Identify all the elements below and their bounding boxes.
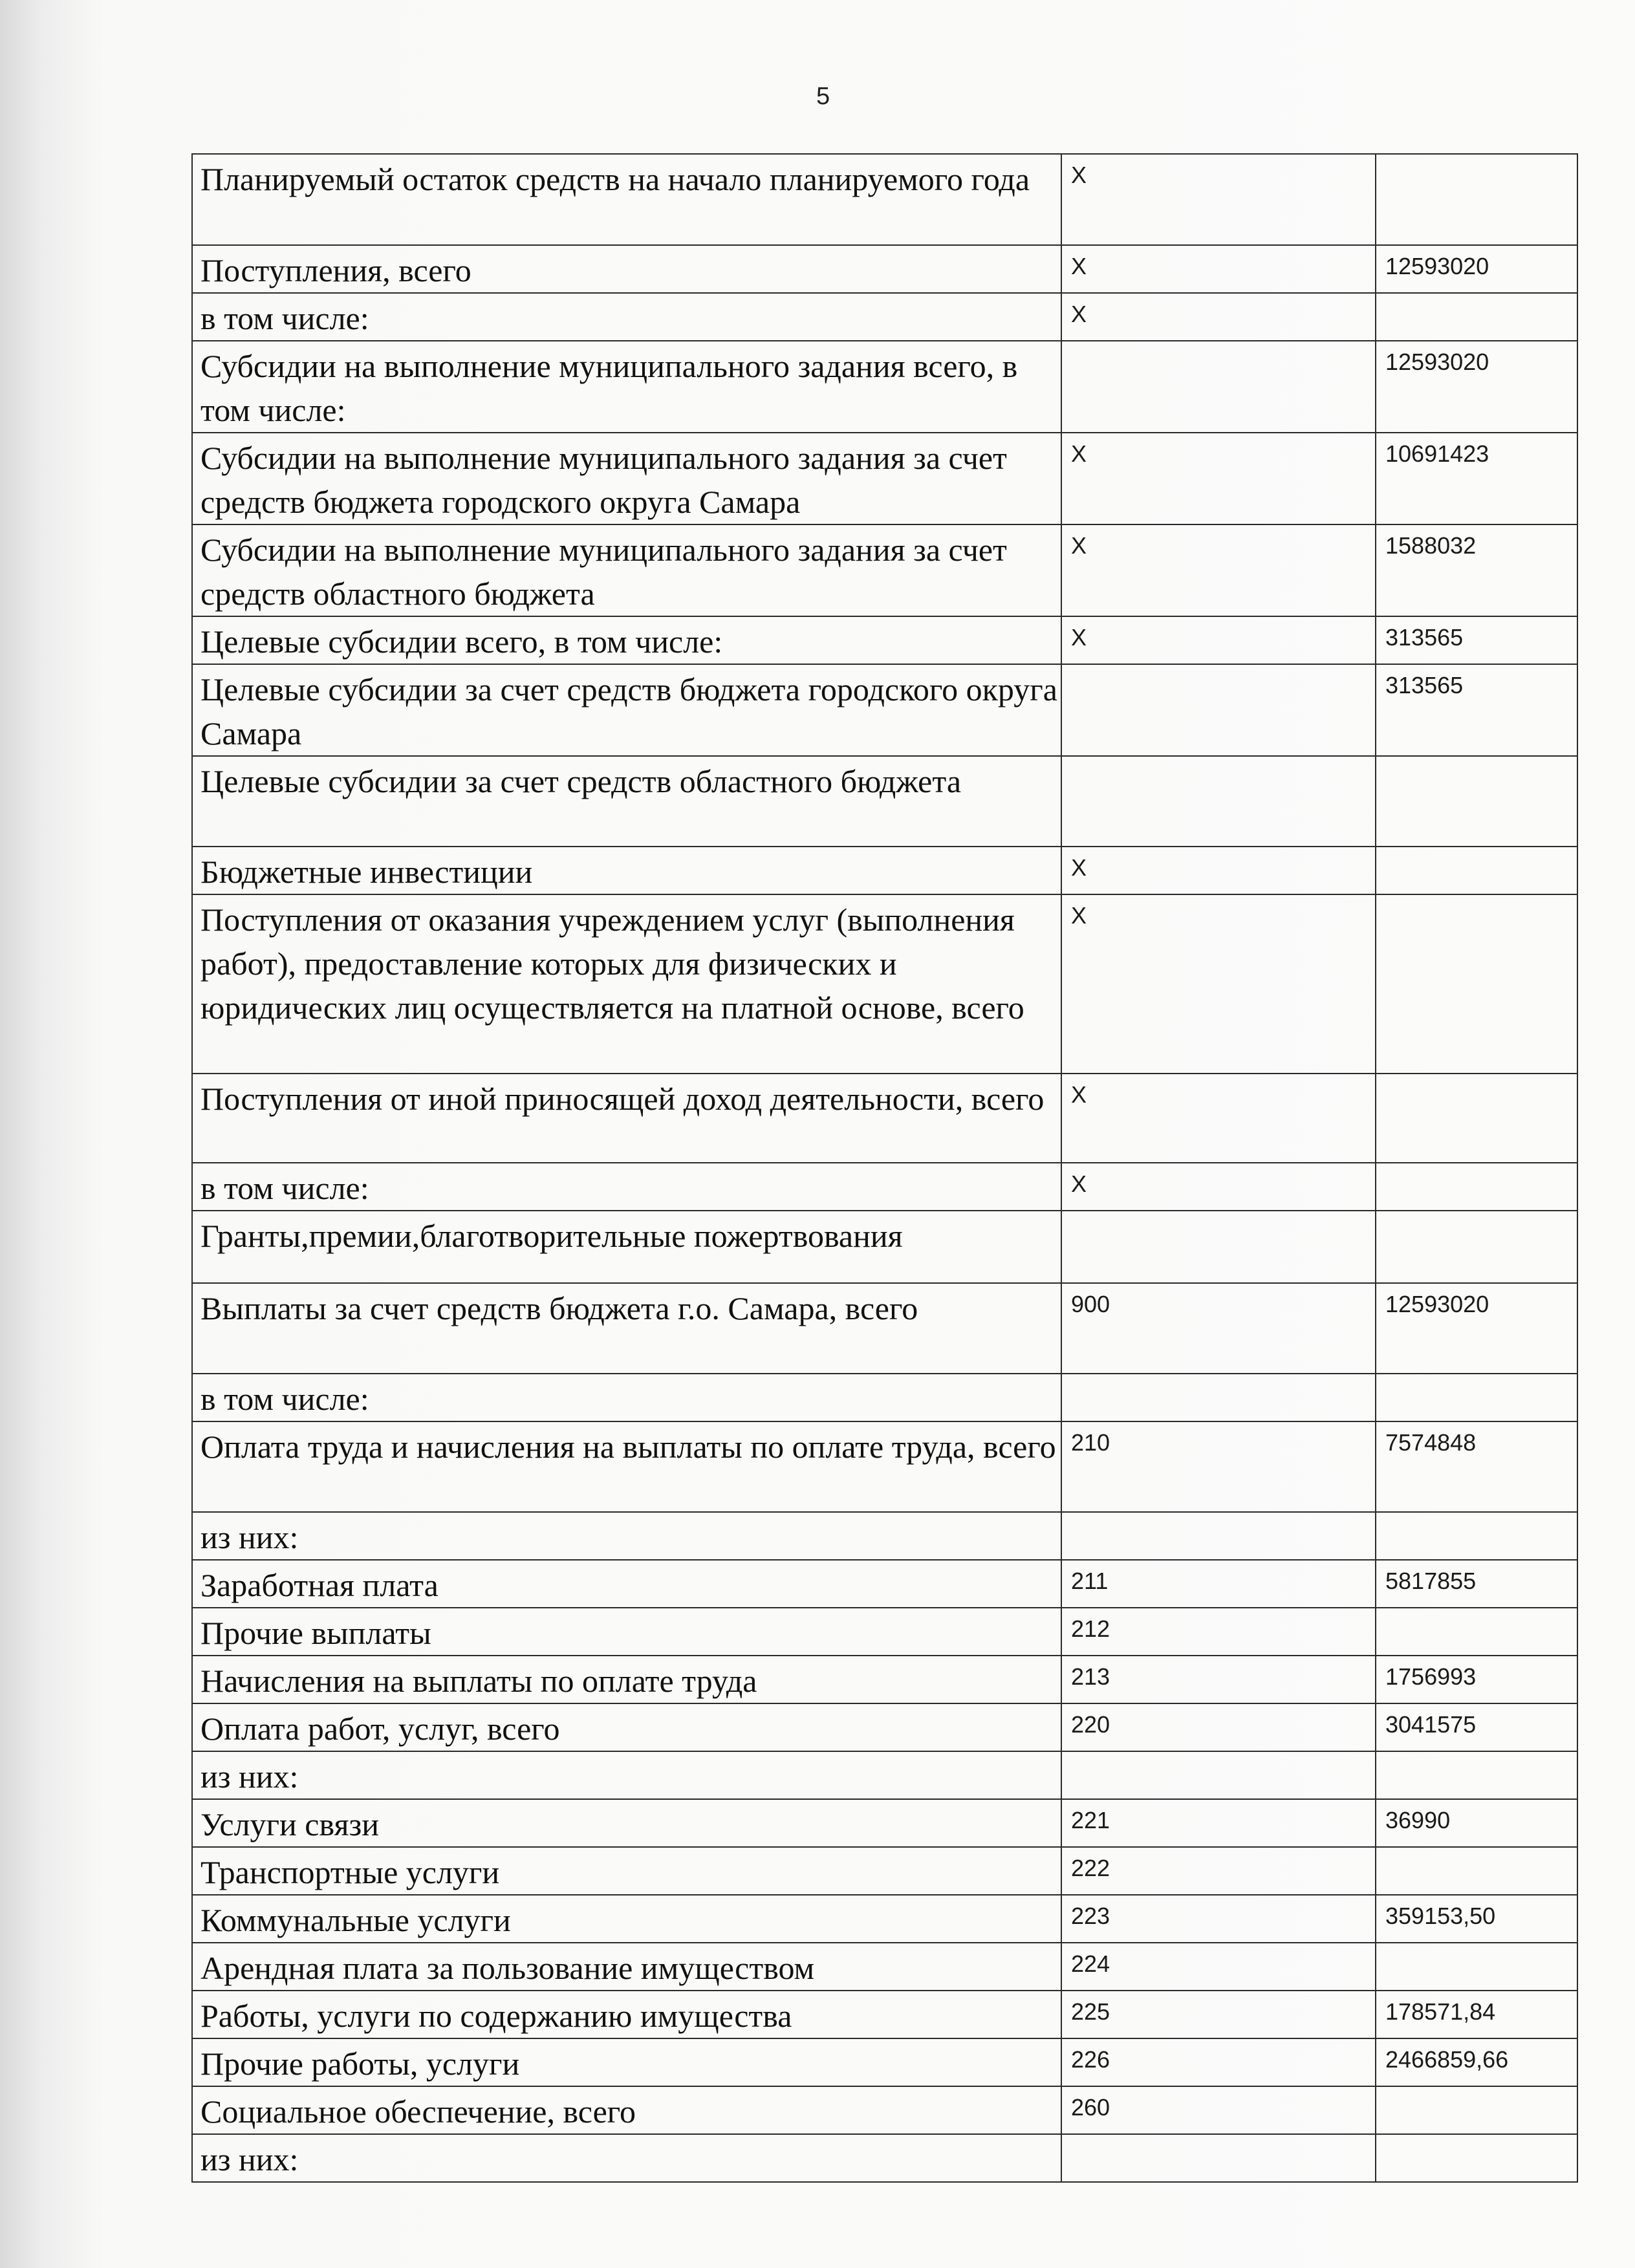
table-row: [192, 2086, 1577, 2134]
table-row: [192, 1560, 1577, 1608]
row-name: из них:: [192, 1512, 1061, 1560]
row-name: Планируемый остаток средств на начало планируемого года: [192, 154, 1061, 245]
row-code: [1061, 341, 1376, 433]
table-row: [192, 1703, 1577, 1751]
row-amount: 12593020: [1376, 341, 1577, 433]
row-name: Поступления от оказания учреждением услуг (выполнения работ), предоставление которых для физических и юридических лиц осуществляется на платной основе, всего: [192, 894, 1061, 1074]
row-code: [1061, 1512, 1376, 1560]
table-row: [192, 293, 1577, 341]
row-code: 226: [1061, 2038, 1376, 2086]
row-name: из них:: [192, 2134, 1061, 2182]
row-amount: 1756993: [1376, 1656, 1577, 1703]
row-amount: [1376, 1374, 1577, 1421]
row-code: X: [1061, 847, 1376, 894]
row-code: X: [1061, 154, 1376, 245]
table-row: [192, 433, 1577, 524]
row-code: X: [1061, 524, 1376, 616]
row-code: 224: [1061, 1943, 1376, 1991]
row-amount: 3041575: [1376, 1703, 1577, 1751]
row-name: Субсидии на выполнение муниципального задания за счет средств областного бюджета: [192, 524, 1061, 616]
row-amount: 313565: [1376, 664, 1577, 756]
row-amount: [1376, 756, 1577, 847]
row-amount: 12593020: [1376, 1283, 1577, 1374]
table-row: [192, 341, 1577, 433]
table-row: [192, 524, 1577, 616]
row-name: Бюджетные инвестиции: [192, 847, 1061, 894]
row-code: [1061, 664, 1376, 756]
row-amount: [1376, 1608, 1577, 1656]
row-amount: [1376, 1751, 1577, 1799]
row-amount: 5817855: [1376, 1560, 1577, 1608]
table-row: [192, 664, 1577, 756]
table-row: [192, 1751, 1577, 1799]
row-name: в том числе:: [192, 1163, 1061, 1211]
row-code: 223: [1061, 1895, 1376, 1943]
row-code: [1061, 1751, 1376, 1799]
table-row: [192, 616, 1577, 664]
row-code: 213: [1061, 1656, 1376, 1703]
row-name: Транспортные услуги: [192, 1847, 1061, 1895]
row-amount: 1588032: [1376, 524, 1577, 616]
row-code: X: [1061, 433, 1376, 524]
row-name: Арендная плата за пользование имуществом: [192, 1943, 1061, 1991]
row-name: из них:: [192, 1751, 1061, 1799]
row-code: [1061, 2134, 1376, 2182]
row-code: [1061, 756, 1376, 847]
row-code: X: [1061, 1163, 1376, 1211]
table-row: [192, 756, 1577, 847]
row-amount: [1376, 2134, 1577, 2182]
row-name: в том числе:: [192, 1374, 1061, 1421]
row-amount: 7574848: [1376, 1421, 1577, 1512]
table-row: [192, 894, 1577, 1074]
row-name: Оплата труда и начисления на выплаты по оплате труда, всего: [192, 1421, 1061, 1512]
row-code: 225: [1061, 1991, 1376, 2038]
row-name: Заработная плата: [192, 1560, 1061, 1608]
table-row: [192, 1421, 1577, 1512]
table-row: [192, 1943, 1577, 1991]
row-name: Социальное обеспечение, всего: [192, 2086, 1061, 2134]
row-code: X: [1061, 245, 1376, 293]
row-code: X: [1061, 894, 1376, 1074]
page-number: 5: [816, 83, 830, 110]
row-code: 212: [1061, 1608, 1376, 1656]
table-row: [192, 1895, 1577, 1943]
row-name: Прочие работы, услуги: [192, 2038, 1061, 2086]
row-name: Прочие выплаты: [192, 1608, 1061, 1656]
budget-table: [191, 153, 1578, 2183]
row-code: 210: [1061, 1421, 1376, 1512]
row-name: Коммунальные услуги: [192, 1895, 1061, 1943]
row-code: 221: [1061, 1799, 1376, 1847]
row-amount: 178571,84: [1376, 1991, 1577, 2038]
row-amount: [1376, 293, 1577, 341]
row-amount: [1376, 894, 1577, 1074]
table-row: [192, 1608, 1577, 1656]
row-amount: [1376, 1163, 1577, 1211]
row-code: 220: [1061, 1703, 1376, 1751]
row-amount: [1376, 154, 1577, 245]
row-name: Целевые субсидии всего, в том числе:: [192, 616, 1061, 664]
table-row: [192, 847, 1577, 894]
row-amount: 359153,50: [1376, 1895, 1577, 1943]
table-row: [192, 1074, 1577, 1163]
table-row: [192, 1799, 1577, 1847]
row-code: 260: [1061, 2086, 1376, 2134]
row-name: Целевые субсидии за счет средств областного бюджета: [192, 756, 1061, 847]
row-amount: [1376, 1943, 1577, 1991]
table-row: [192, 154, 1577, 245]
row-amount: [1376, 847, 1577, 894]
row-code: X: [1061, 1074, 1376, 1163]
row-code: 211: [1061, 1560, 1376, 1608]
row-name: Услуги связи: [192, 1799, 1061, 1847]
row-code: 222: [1061, 1847, 1376, 1895]
row-amount: 12593020: [1376, 245, 1577, 293]
row-code: [1061, 1374, 1376, 1421]
row-name: Поступления от иной приносящей доход деятельности, всего: [192, 1074, 1061, 1163]
row-name: Целевые субсидии за счет средств бюджета городского округа Самара: [192, 664, 1061, 756]
row-amount: 313565: [1376, 616, 1577, 664]
row-code: X: [1061, 616, 1376, 664]
row-code: X: [1061, 293, 1376, 341]
row-amount: 10691423: [1376, 433, 1577, 524]
row-amount: [1376, 1847, 1577, 1895]
row-amount: [1376, 1074, 1577, 1163]
table-row: [192, 1512, 1577, 1560]
row-name: Гранты,премии,благотворительные пожертвования: [192, 1211, 1061, 1283]
table-row: [192, 2038, 1577, 2086]
row-name: Субсидии на выполнение муниципального задания за счет средств бюджета городского округа Самара: [192, 433, 1061, 524]
row-name: Работы, услуги по содержанию имущества: [192, 1991, 1061, 2038]
table-row: [192, 1163, 1577, 1211]
table-row: [192, 1991, 1577, 2038]
table-row: [192, 1211, 1577, 1283]
row-amount: [1376, 2086, 1577, 2134]
table-row: [192, 1283, 1577, 1374]
row-name: Выплаты за счет средств бюджета г.о. Самара, всего: [192, 1283, 1061, 1374]
row-amount: 36990: [1376, 1799, 1577, 1847]
table-row: [192, 2134, 1577, 2182]
row-name: Начисления на выплаты по оплате труда: [192, 1656, 1061, 1703]
table-row: [192, 1656, 1577, 1703]
table-row: [192, 245, 1577, 293]
row-name: в том числе:: [192, 293, 1061, 341]
row-amount: 2466859,66: [1376, 2038, 1577, 2086]
row-code: [1061, 1211, 1376, 1283]
table-row: [192, 1374, 1577, 1421]
row-name: Субсидии на выполнение муниципального задания всего, в том числе:: [192, 341, 1061, 433]
row-name: Оплата работ, услуг, всего: [192, 1703, 1061, 1751]
row-amount: [1376, 1512, 1577, 1560]
row-code: 900: [1061, 1283, 1376, 1374]
row-amount: [1376, 1211, 1577, 1283]
row-name: Поступления, всего: [192, 245, 1061, 293]
table-row: [192, 1847, 1577, 1895]
